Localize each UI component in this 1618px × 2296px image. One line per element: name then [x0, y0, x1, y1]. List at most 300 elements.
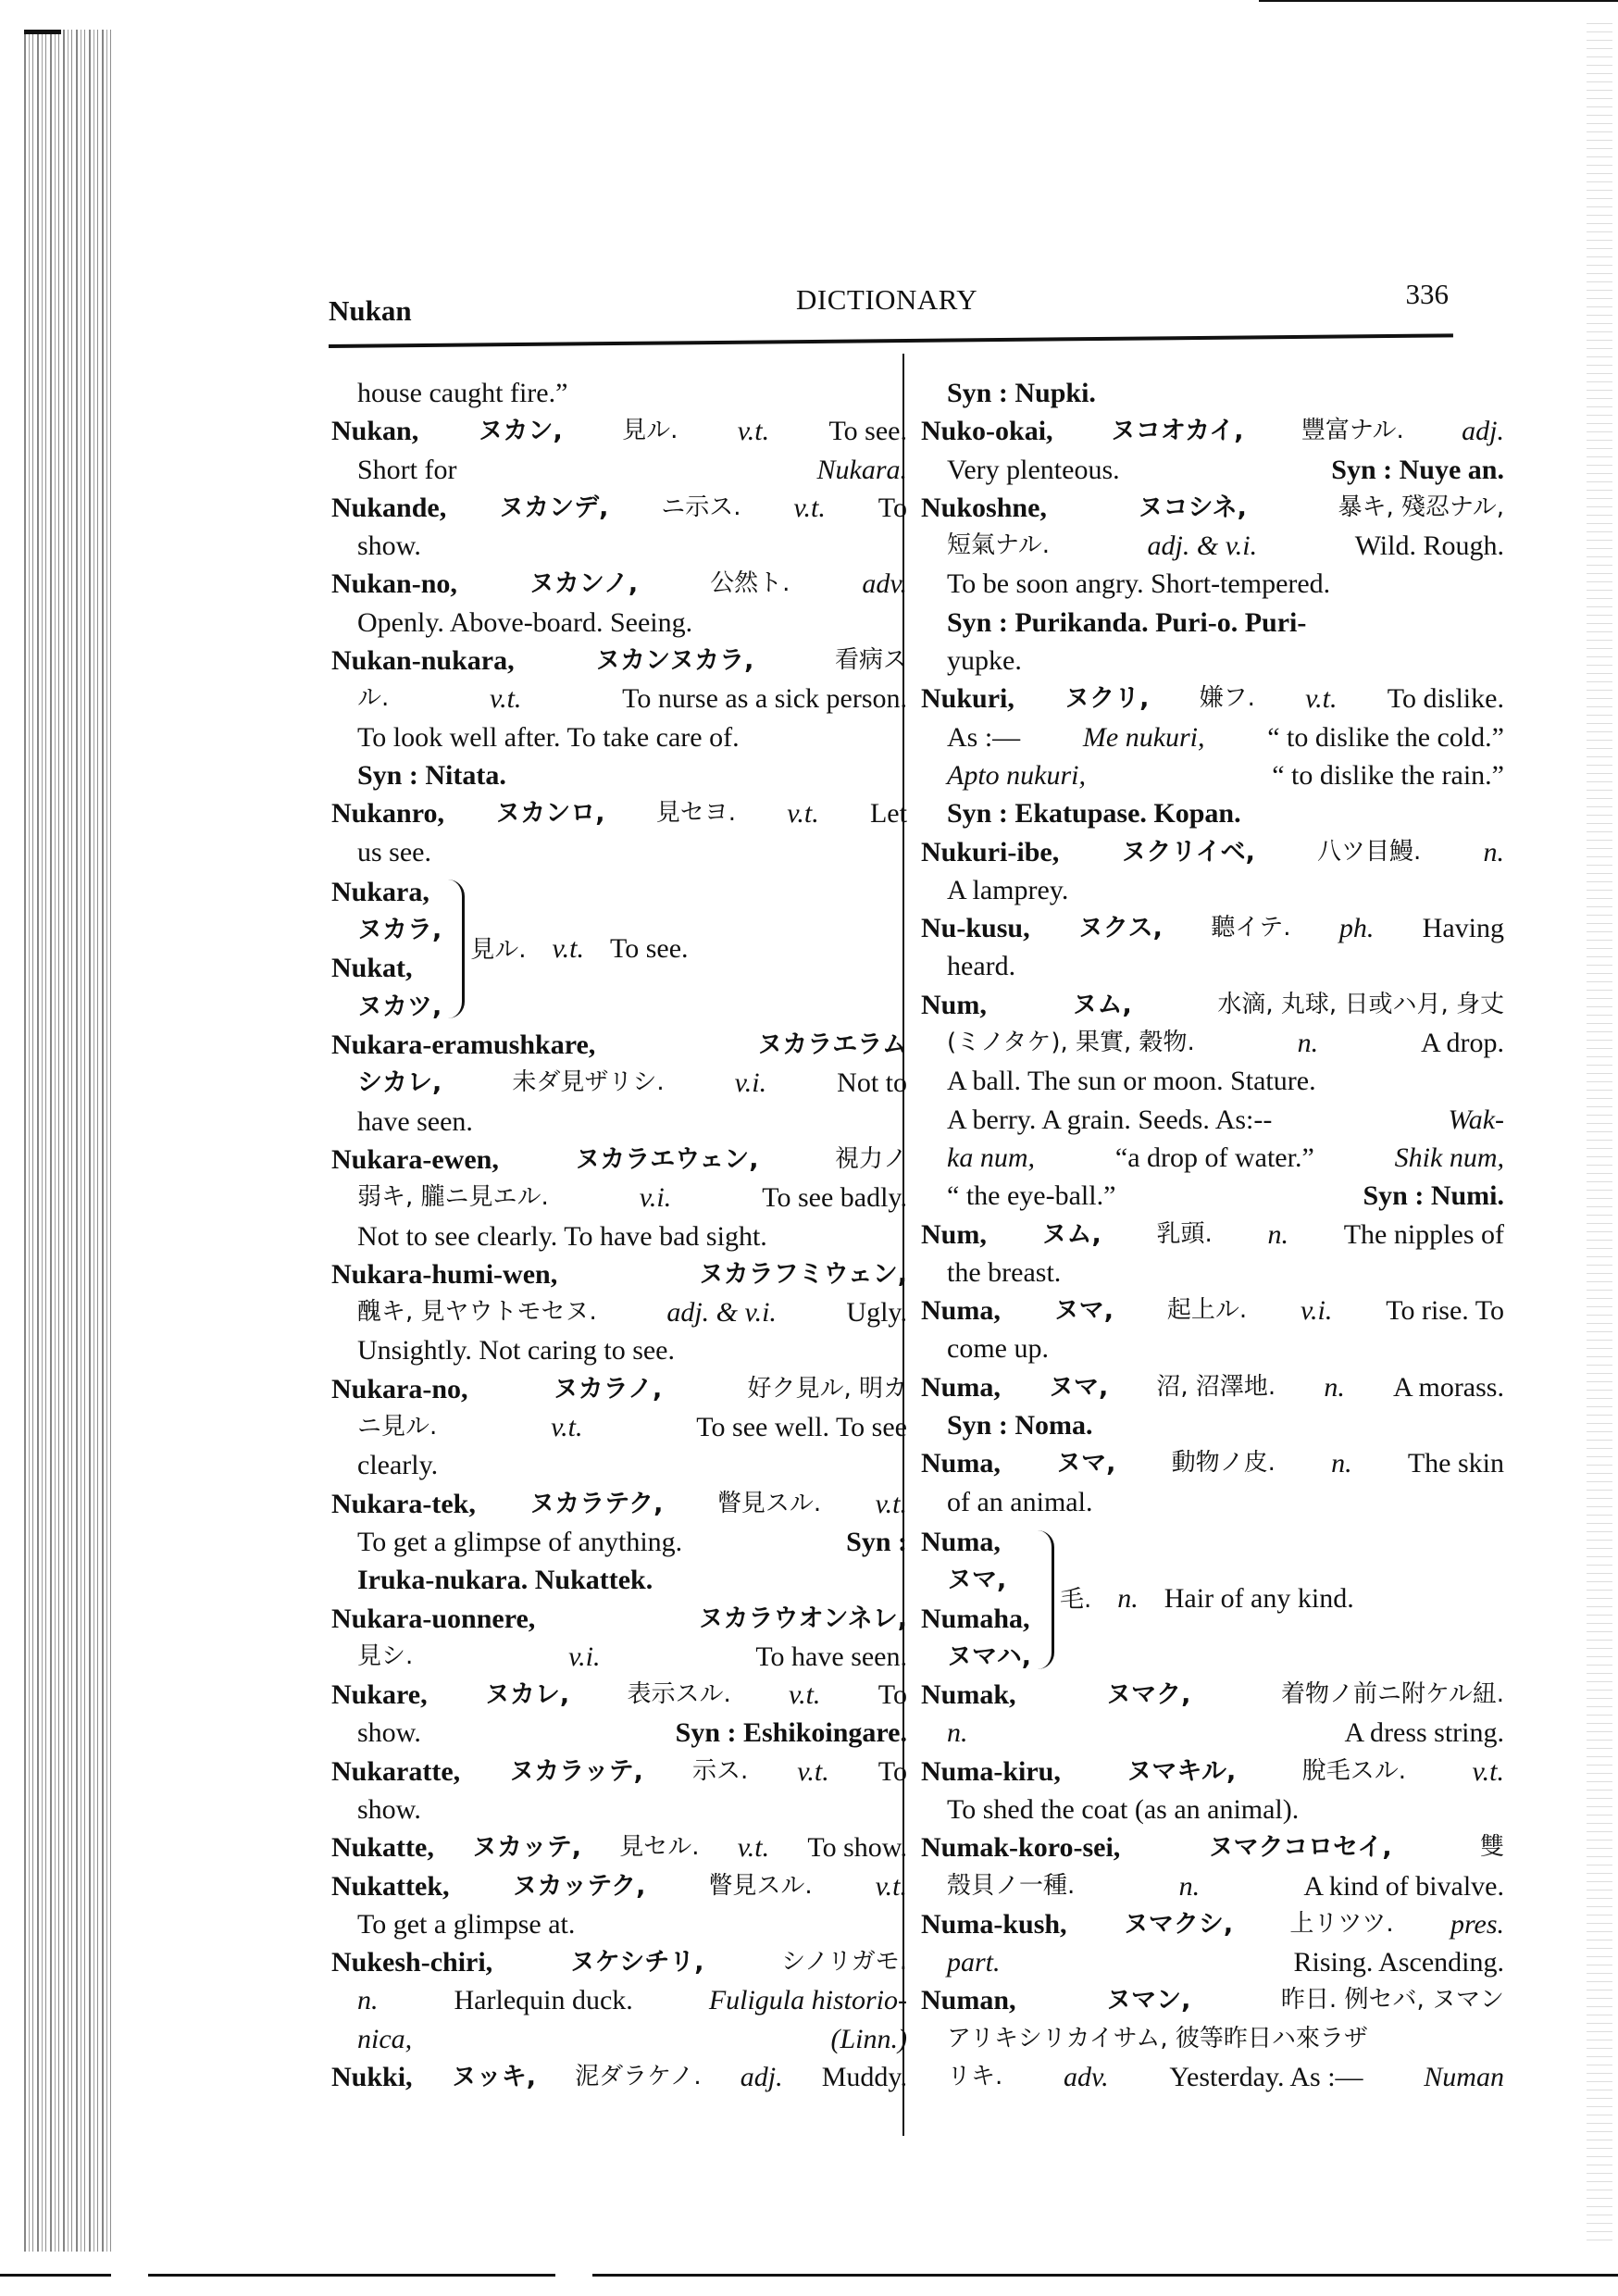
entry-text: シノリガモ.: [781, 1948, 907, 1977]
entry-text: ヌカラエラム: [757, 1030, 907, 1060]
entry-text: Numan,: [921, 1985, 1016, 2016]
entry-text: To get a glimpse at.: [357, 1908, 576, 1940]
headword-form: ヌカラ,: [357, 916, 442, 945]
entry-text: To see.: [828, 416, 907, 447]
dictionary-line: [331, 1370, 907, 1408]
entry-text: Having: [1422, 913, 1504, 944]
headword-form: ヌマハ,: [947, 1641, 1031, 1671]
entry-text: Nu-kusu,: [921, 913, 1030, 944]
dictionary-line: [921, 2058, 1504, 2096]
entry-text: 雙: [1479, 1833, 1504, 1862]
book-binding-edge: [24, 30, 112, 2252]
entry-text: v.t.: [737, 1832, 770, 1864]
entry-text: To show.: [807, 1832, 907, 1864]
entry-text: show.: [357, 1717, 421, 1749]
left-column: [331, 374, 907, 2096]
entry-text: ヌカンデ,: [499, 493, 609, 522]
entry-text: ヌカラノ,: [553, 1374, 663, 1404]
entry-text: Syn : Eshikoingare.: [675, 1717, 907, 1749]
dictionary-line: [331, 1408, 907, 1446]
entry-text: 聽イテ.: [1211, 914, 1291, 942]
entry-text: have seen.: [357, 1105, 473, 1137]
entry-text: The nipples of: [1343, 1218, 1504, 1250]
entry-text: v.i.: [734, 1067, 767, 1099]
entry-text: show.: [357, 530, 421, 562]
entry-text: To dislike.: [1387, 683, 1504, 715]
dictionary-line: [331, 2058, 907, 2096]
entry-text: clearly.: [357, 1450, 439, 1481]
entry-text: Nukara-humi-wen,: [331, 1258, 558, 1290]
dictionary-line: [921, 565, 1504, 603]
dictionary-line: [921, 1292, 1504, 1329]
entry-text: Unsightly. Not caring to see.: [357, 1335, 675, 1366]
dictionary-line: [331, 1523, 907, 1561]
definition-text: 見ル.: [470, 935, 527, 964]
entry-text: the breast.: [947, 1256, 1062, 1288]
entry-text: 見シ.: [357, 1641, 414, 1670]
entry-text: v.i.: [568, 1641, 601, 1672]
dictionary-line: [921, 374, 1504, 412]
dictionary-line: [921, 1062, 1504, 1100]
entry-text: Iruka-nukara. Nukattek.: [357, 1565, 653, 1596]
guide-word: Nukan: [329, 294, 412, 327]
entry-text: Not to: [837, 1067, 907, 1099]
entry-text: n.: [947, 1717, 968, 1749]
entry-text: To see well. To see: [696, 1412, 907, 1443]
entry-text: n.: [1483, 836, 1504, 867]
entry-text: adv.: [862, 568, 907, 600]
dictionary-line: [921, 2020, 1504, 2058]
entry-text: “a drop of water.”: [1114, 1142, 1314, 1173]
brace: [447, 880, 465, 1018]
dictionary-line: [921, 871, 1504, 909]
entry-text: 乳頭.: [1156, 1219, 1213, 1248]
dictionary-line: [331, 374, 907, 412]
dictionary-line: [921, 833, 1504, 871]
running-header: [329, 278, 1449, 333]
entry-text: ヌカンヌカラ,: [595, 646, 754, 676]
dictionary-line: [331, 1026, 907, 1064]
entry-text: v.i.: [1300, 1295, 1333, 1327]
entry-text: Nukki,: [331, 2062, 413, 2093]
entry-text: ヌカラフミウェン,: [698, 1259, 907, 1289]
entry-text: 豐富ナル.: [1301, 417, 1404, 445]
entry-text: part.: [947, 1947, 1001, 1978]
dictionary-line: [331, 527, 907, 565]
entry-text: 短氣ナル.: [947, 531, 1050, 560]
entry-text: A dress string.: [1344, 1717, 1504, 1749]
entry-text: “ the eye-ball.”: [947, 1180, 1116, 1212]
entry-text: To look well after. To take care of.: [357, 721, 740, 753]
dictionary-line: [331, 1600, 907, 1638]
dictionary-line: [331, 451, 907, 489]
entry-text: Nukande,: [331, 492, 447, 523]
entry-text: A ball. The sun or moon. Stature.: [947, 1066, 1316, 1097]
entry-text: Nukan-nukara,: [331, 645, 515, 677]
entry-text: ヌマクシ,: [1123, 1909, 1234, 1939]
entry-text: 沼, 沼澤地.: [1156, 1372, 1276, 1401]
dictionary-line: [331, 1331, 907, 1369]
dictionary-line: [331, 1676, 907, 1714]
entry-text: 醜キ, 見ヤウトモセヌ.: [357, 1298, 597, 1327]
entry-text: Let: [869, 798, 907, 830]
dictionary-line: [921, 1753, 1504, 1791]
entry-text: Syn : Noma.: [947, 1410, 1093, 1441]
entry-text: Shik num,: [1394, 1142, 1504, 1173]
entry-text: 昨日. 例セバ, ヌマン: [1280, 1986, 1504, 2015]
entry-text: ヌカラッテ,: [509, 1756, 643, 1786]
dictionary-line: [331, 1485, 907, 1523]
entry-text: Rising. Ascending.: [1293, 1947, 1504, 1978]
entry-text: The skin: [1407, 1448, 1504, 1479]
dictionary-line: [331, 2020, 907, 2058]
dictionary-line: [921, 794, 1504, 832]
entry-text: n.: [1324, 1371, 1345, 1403]
entry-text: Numan: [1424, 2062, 1504, 2093]
entry-text: 泥ダラケノ.: [575, 2063, 702, 2091]
entry-text: of an animal.: [947, 1486, 1093, 1517]
definition-text: To see.: [609, 932, 689, 964]
grouped-entry: [921, 1523, 1504, 1676]
group-definition: [470, 930, 704, 969]
entry-text: Nukara-ewen,: [331, 1143, 499, 1175]
entry-text: ヌクリイベ,: [1121, 837, 1255, 867]
entry-text: n.: [357, 1985, 379, 2016]
entry-text: To get a glimpse of anything.: [357, 1526, 683, 1557]
entry-text: Me nukuri,: [1082, 721, 1205, 753]
brace: [1037, 1530, 1054, 1669]
entry-text: Muddy.: [821, 2062, 907, 2093]
entry-text: A berry. A grain. Seeds. As:--: [947, 1104, 1273, 1135]
dictionary-line: [921, 756, 1504, 794]
entry-text: ヌケシチリ,: [569, 1948, 704, 1978]
headword-form: Nukat,: [331, 953, 413, 984]
dictionary-line: [331, 1981, 907, 2019]
dictionary-line: [921, 909, 1504, 947]
entry-text: (Linn.): [830, 2023, 907, 2054]
entry-text: ヌッキ,: [451, 2063, 536, 2092]
entry-text: Not to see clearly. To have bad sight.: [357, 1220, 767, 1252]
entry-text: ヌカラウオンネレ,: [698, 1603, 907, 1633]
entry-text: Nukattek,: [331, 1870, 450, 1902]
entry-text: (ミノタケ), 果實, 穀物.: [947, 1029, 1195, 1057]
entry-text: Nukoshne,: [921, 492, 1047, 523]
entry-text: ヌカレ,: [484, 1680, 570, 1710]
entry-text: ヌマ,: [1053, 1296, 1114, 1326]
running-title: DICTIONARY: [796, 283, 978, 316]
entry-text: v.t.: [551, 1412, 583, 1443]
entry-text: n.: [1178, 1870, 1201, 1902]
entry-text: Numak,: [921, 1679, 1016, 1711]
entry-text: 脫毛スル.: [1301, 1756, 1407, 1785]
dictionary-line: [331, 1293, 907, 1331]
entry-text: v.t.: [490, 683, 522, 715]
entry-text: adj. & v.i.: [1147, 530, 1258, 562]
dictionary-line: [331, 1255, 907, 1293]
dictionary-line: [921, 680, 1504, 718]
dictionary-line: [331, 756, 907, 794]
entry-text: 瞥見スル.: [708, 1871, 813, 1900]
entry-text: Num,: [921, 989, 987, 1020]
entry-text: 嫌フ.: [1199, 684, 1255, 713]
entry-text: v.t.: [875, 1870, 907, 1902]
entry-text: v.i.: [639, 1182, 672, 1214]
entry-text: house caught fire.”: [357, 378, 568, 408]
dictionary-line: [331, 1217, 907, 1255]
dictionary-line: [331, 794, 907, 832]
dictionary-line: [331, 1141, 907, 1179]
definition-text: v.t.: [552, 932, 584, 964]
entry-text: Syn : Nitata.: [357, 759, 506, 791]
entry-text: us see.: [357, 836, 431, 867]
entry-text: ヌクリ,: [1064, 684, 1150, 714]
dictionary-line: [921, 1177, 1504, 1215]
entry-text: Syn : Nupki.: [947, 378, 1096, 408]
entry-text: come up.: [947, 1333, 1049, 1365]
footer-rule: [0, 2274, 1618, 2277]
entry-text: Numak-koro-sei,: [921, 1832, 1121, 1864]
entry-text: Nukara-no,: [331, 1373, 468, 1404]
dictionary-line: [921, 947, 1504, 985]
dictionary-line: [921, 986, 1504, 1024]
entry-text: Syn : Nuye an.: [1331, 454, 1504, 485]
dictionary-line: [331, 1943, 907, 1981]
entry-text: 公然ト.: [710, 569, 790, 598]
entry-text: “ to dislike the cold.”: [1267, 721, 1504, 753]
entry-text: Nukaratte,: [331, 1755, 461, 1787]
definition-text: Hair of any kind.: [1164, 1582, 1354, 1614]
entry-text: 表示スル.: [627, 1680, 731, 1709]
dictionary-line: [921, 1254, 1504, 1292]
entry-text: n.: [1297, 1028, 1319, 1059]
entry-text: As :—: [947, 721, 1021, 753]
entry-text: 水滴, 丸球, 日或ハ月, 身丈: [1217, 990, 1504, 1018]
entry-text: Nukan-no,: [331, 568, 457, 600]
dictionary-line: [331, 412, 907, 450]
entry-text: 視力ノ: [834, 1144, 907, 1173]
entry-text: To shed the coat (as an animal).: [947, 1793, 1300, 1825]
dictionary-line: [331, 1753, 907, 1791]
entry-text: Nukara.: [816, 454, 907, 485]
entry-text: v.t.: [1305, 683, 1338, 715]
entry-text: Nukesh-chiri,: [331, 1947, 493, 1978]
entry-text: To have seen.: [755, 1641, 907, 1672]
dictionary-line: [921, 642, 1504, 680]
entry-text: Numa,: [921, 1295, 1001, 1327]
entry-text: A morass.: [1392, 1371, 1504, 1403]
entry-text: 八ツ目鰻.: [1317, 837, 1422, 866]
entry-text: v.t.: [797, 1755, 829, 1787]
entry-text: Nukuri-ibe,: [921, 836, 1060, 867]
entry-text: ph.: [1338, 913, 1375, 944]
dictionary-line: [921, 604, 1504, 642]
dictionary-line: [331, 1179, 907, 1217]
entry-text: Nukan,: [331, 416, 419, 447]
entry-text: v.t.: [875, 1488, 907, 1519]
dictionary-line: [921, 1444, 1504, 1482]
dictionary-line: [921, 1714, 1504, 1752]
entry-text: Syn : Purikanda. Puri-o. Puri-: [947, 606, 1307, 638]
entry-text: 動物ノ皮.: [1171, 1449, 1276, 1478]
entry-text: ヌカンノ,: [529, 569, 639, 599]
entry-text: Nukuri,: [921, 683, 1014, 715]
entry-text: ka num,: [947, 1142, 1035, 1173]
headword-form: Numa,: [921, 1526, 1001, 1557]
entry-text: Fuligula historio-: [708, 1985, 907, 2016]
entry-text: v.t.: [793, 492, 826, 523]
dictionary-line: [331, 1714, 907, 1752]
entry-text: Apto nukuri,: [947, 759, 1086, 791]
binding-top-mark: [24, 30, 61, 34]
page-edge-shadow: [1587, 23, 1612, 2245]
entry-text: ヌクス,: [1077, 914, 1163, 943]
entry-text: ル.: [357, 684, 390, 713]
dictionary-line: [331, 1791, 907, 1828]
entry-text: Numa-kush,: [921, 1908, 1067, 1940]
dictionary-line: [921, 1867, 1504, 1905]
page-number: 336: [1405, 278, 1449, 310]
entry-text: リキ.: [947, 2063, 1003, 2091]
dictionary-line: [331, 1446, 907, 1484]
entry-text: Syn : Ekatupase. Kopan.: [947, 798, 1241, 830]
dictionary-line: [921, 412, 1504, 450]
entry-text: Nukanro,: [331, 798, 444, 830]
dictionary-line: [331, 565, 907, 603]
entry-text: Nukara-tek,: [331, 1488, 476, 1519]
entry-text: Very plenteous.: [947, 454, 1120, 485]
entry-text: adj. & v.i.: [666, 1297, 777, 1329]
entry-text: Nukara-eramushkare,: [331, 1029, 596, 1061]
dictionary-line: [921, 1676, 1504, 1714]
entry-text: 看病ス: [834, 646, 907, 675]
entry-text: nica,: [357, 2023, 413, 2054]
entry-text: Nukatte,: [331, 1832, 434, 1864]
dictionary-line: [921, 527, 1504, 565]
entry-text: ヌマクコロセイ,: [1208, 1833, 1392, 1863]
dictionary-line: [331, 1828, 907, 1866]
entry-text: ヌマク,: [1106, 1680, 1191, 1710]
entry-text: ヌカラエウェン,: [575, 1144, 759, 1174]
dictionary-line: [331, 833, 907, 871]
entry-text: Wild. Rough.: [1354, 530, 1504, 562]
entry-text: ニ見ル.: [357, 1413, 438, 1441]
headword-form: Numaha,: [921, 1603, 1030, 1634]
entry-text: “ to dislike the rain.”: [1272, 759, 1504, 791]
header-rule: [329, 333, 1453, 348]
entry-text: To rise. To: [1386, 1295, 1504, 1327]
entry-text: ヌカッテク,: [512, 1871, 646, 1901]
entry-text: ヌマ,: [1056, 1449, 1116, 1479]
dictionary-line: [921, 1791, 1504, 1828]
dictionary-line: [331, 1867, 907, 1905]
entry-text: 見ル.: [622, 417, 678, 445]
entry-text: Short for: [357, 454, 457, 485]
dictionary-line: [331, 604, 907, 642]
dictionary-line: [331, 680, 907, 718]
entry-text: Nukara-uonnere,: [331, 1603, 536, 1634]
dictionary-line: [921, 451, 1504, 489]
dictionary-line: [331, 1064, 907, 1102]
entry-text: ニ示ス.: [661, 493, 741, 521]
entry-text: 起上ル.: [1166, 1296, 1248, 1325]
dictionary-line: [921, 1024, 1504, 1062]
entry-text: シカレ,: [357, 1068, 442, 1098]
entry-text: 見セル.: [619, 1833, 700, 1862]
entry-text: To: [877, 1755, 907, 1787]
entry-text: Numa,: [921, 1371, 1001, 1403]
headword-form: Nukara,: [331, 876, 429, 907]
entry-text: pres.: [1450, 1908, 1504, 1940]
dictionary-line: [921, 489, 1504, 527]
entry-text: To nurse as a sick person.: [622, 683, 907, 715]
dictionary-line: [921, 1101, 1504, 1139]
dictionary-line: [331, 1103, 907, 1141]
entry-text: Wak-: [1448, 1104, 1504, 1135]
entry-text: 示ス.: [691, 1756, 749, 1785]
headword-form: ヌカツ,: [357, 992, 442, 1021]
entry-text: A lamprey.: [947, 874, 1069, 905]
entry-text: ヌマ,: [1048, 1372, 1109, 1402]
dictionary-line: [921, 1139, 1504, 1177]
entry-text: Harlequin duck.: [454, 1985, 633, 2016]
entry-text: ヌコシネ,: [1138, 493, 1247, 522]
entry-text: v.t.: [787, 798, 819, 830]
dictionary-line: [921, 1981, 1504, 2019]
right-column: [921, 374, 1504, 2096]
dictionary-line: [921, 1483, 1504, 1521]
entry-text: adj.: [1462, 416, 1504, 447]
entry-text: ヌム,: [1072, 990, 1132, 1019]
entry-text: Yesterday. As :—: [1169, 2062, 1363, 2093]
entry-text: A drop.: [1420, 1028, 1504, 1059]
entry-text: adv.: [1064, 2062, 1109, 2093]
entry-text: Numa-kiru,: [921, 1755, 1061, 1787]
group-definition: [1060, 1579, 1371, 1619]
entry-text: ヌマキル,: [1126, 1756, 1237, 1786]
dictionary-line: [331, 1638, 907, 1676]
entry-text: Nukare,: [331, 1679, 428, 1711]
entry-text: 瞥見スル.: [716, 1489, 822, 1517]
entry-text: アリキシリカイサム, 彼等昨日ハ來ラザ: [947, 2024, 1368, 2053]
entry-text: Ugly.: [846, 1297, 907, 1329]
entry-text: v.t.: [737, 416, 770, 447]
entry-text: To be soon angry. Short-tempered.: [947, 568, 1331, 600]
entry-text: ヌコオカイ,: [1110, 417, 1244, 446]
entry-text: To: [877, 1679, 907, 1711]
entry-text: show.: [357, 1793, 421, 1825]
entry-text: adj.: [740, 2062, 783, 2093]
dictionary-line: [921, 718, 1504, 756]
entry-text: n.: [1331, 1448, 1352, 1479]
dictionary-line: [331, 718, 907, 756]
dictionary-line: [921, 1216, 1504, 1254]
headword-form: ヌマ,: [947, 1566, 1007, 1595]
dictionary-line: [921, 1406, 1504, 1444]
entry-text: v.t.: [789, 1679, 821, 1711]
entry-text: ヌマン,: [1106, 1986, 1191, 2015]
entry-text: v.t.: [1472, 1755, 1504, 1787]
dictionary-line: [331, 642, 907, 680]
dictionary-line: [921, 1329, 1504, 1367]
entry-text: Openly. Above-board. Seeing.: [357, 606, 693, 638]
entry-text: 着物ノ前ニ附ケル紐.: [1281, 1680, 1504, 1709]
entry-text: ヌカンロ,: [495, 799, 605, 829]
entry-text: To see badly.: [762, 1182, 907, 1214]
definition-text: n.: [1117, 1582, 1139, 1614]
dictionary-line: [331, 1561, 907, 1599]
definition-text: 毛.: [1060, 1585, 1092, 1614]
entry-text: 好ク見ル, 明カ: [747, 1374, 907, 1403]
